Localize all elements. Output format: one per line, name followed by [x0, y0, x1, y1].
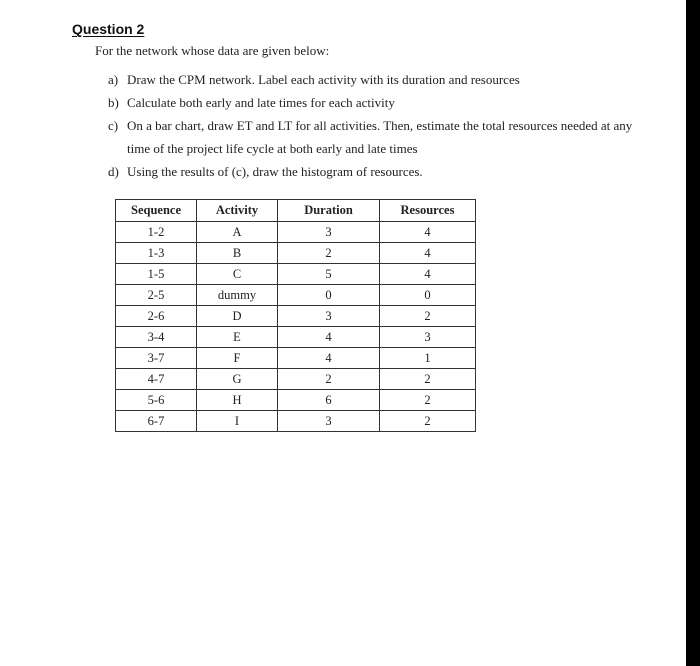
cell-activity: B: [197, 243, 278, 264]
cell-resources: 1: [380, 348, 476, 369]
header-sequence: Sequence: [116, 200, 197, 222]
cell-sequence: 3-7: [116, 348, 197, 369]
cell-duration: 0: [278, 285, 380, 306]
cell-activity: C: [197, 264, 278, 285]
cell-activity: H: [197, 390, 278, 411]
question-item-c: [108, 114, 648, 160]
table-row: [116, 411, 476, 432]
table-row: [116, 264, 476, 285]
item-text: On a bar chart, draw ET and LT for all activities. Then, estimate the total resources needed at any time of the project life cycle at both early and late times: [127, 118, 633, 156]
cell-duration: 5: [278, 264, 380, 285]
cell-sequence: 2-5: [116, 285, 197, 306]
cell-resources: 4: [380, 222, 476, 243]
question-list: [108, 68, 648, 183]
cell-resources: 4: [380, 264, 476, 285]
cell-activity: D: [197, 306, 278, 327]
question-item-a: [108, 68, 648, 91]
cell-sequence: 5-6: [116, 390, 197, 411]
cell-resources: 4: [380, 243, 476, 264]
table-row: [116, 306, 476, 327]
question-intro: For the network whose data are given below:: [95, 43, 330, 58]
item-text: Using the results of (c), draw the histogram of resources.: [127, 164, 423, 179]
table-row: [116, 369, 476, 390]
header-resources: Resources: [380, 200, 476, 222]
cell-resources: 2: [380, 411, 476, 432]
item-text: Calculate both early and late times for each activity: [127, 95, 395, 110]
header-activity: Activity: [197, 200, 278, 222]
cell-duration: 6: [278, 390, 380, 411]
table-row: [116, 390, 476, 411]
table-row: [116, 222, 476, 243]
activity-table: [115, 199, 476, 432]
table-row: [116, 348, 476, 369]
cell-sequence: 1-5: [116, 264, 197, 285]
cell-resources: 2: [380, 306, 476, 327]
cell-resources: 0: [380, 285, 476, 306]
question-title: Question 2: [72, 21, 145, 37]
cell-duration: 3: [278, 411, 380, 432]
cell-duration: 4: [278, 327, 380, 348]
cell-sequence: 3-4: [116, 327, 197, 348]
cell-activity: G: [197, 369, 278, 390]
question-item-d: [108, 160, 648, 183]
question-item-b: [108, 91, 648, 114]
table-row: [116, 327, 476, 348]
cell-duration: 4: [278, 348, 380, 369]
cell-sequence: 2-6: [116, 306, 197, 327]
cell-sequence: 4-7: [116, 369, 197, 390]
cell-sequence: 1-3: [116, 243, 197, 264]
cell-activity: dummy: [197, 285, 278, 306]
cell-activity: A: [197, 222, 278, 243]
cell-duration: 2: [278, 243, 380, 264]
item-marker: b): [108, 95, 119, 110]
cell-duration: 3: [278, 306, 380, 327]
cell-resources: 2: [380, 369, 476, 390]
cell-activity: E: [197, 327, 278, 348]
cell-activity: F: [197, 348, 278, 369]
cell-sequence: 6-7: [116, 411, 197, 432]
item-marker: d): [108, 164, 119, 179]
item-text: Draw the CPM network. Label each activity with its duration and resources: [127, 72, 520, 87]
cell-resources: 2: [380, 390, 476, 411]
header-duration: Duration: [278, 200, 380, 222]
cell-activity: I: [197, 411, 278, 432]
cell-duration: 3: [278, 222, 380, 243]
table-header-row: [116, 200, 476, 222]
cell-resources: 3: [380, 327, 476, 348]
cell-sequence: 1-2: [116, 222, 197, 243]
table-row: [116, 285, 476, 306]
cell-duration: 2: [278, 369, 380, 390]
table-row: [116, 243, 476, 264]
item-marker: c): [108, 118, 119, 133]
item-marker: a): [108, 72, 119, 87]
